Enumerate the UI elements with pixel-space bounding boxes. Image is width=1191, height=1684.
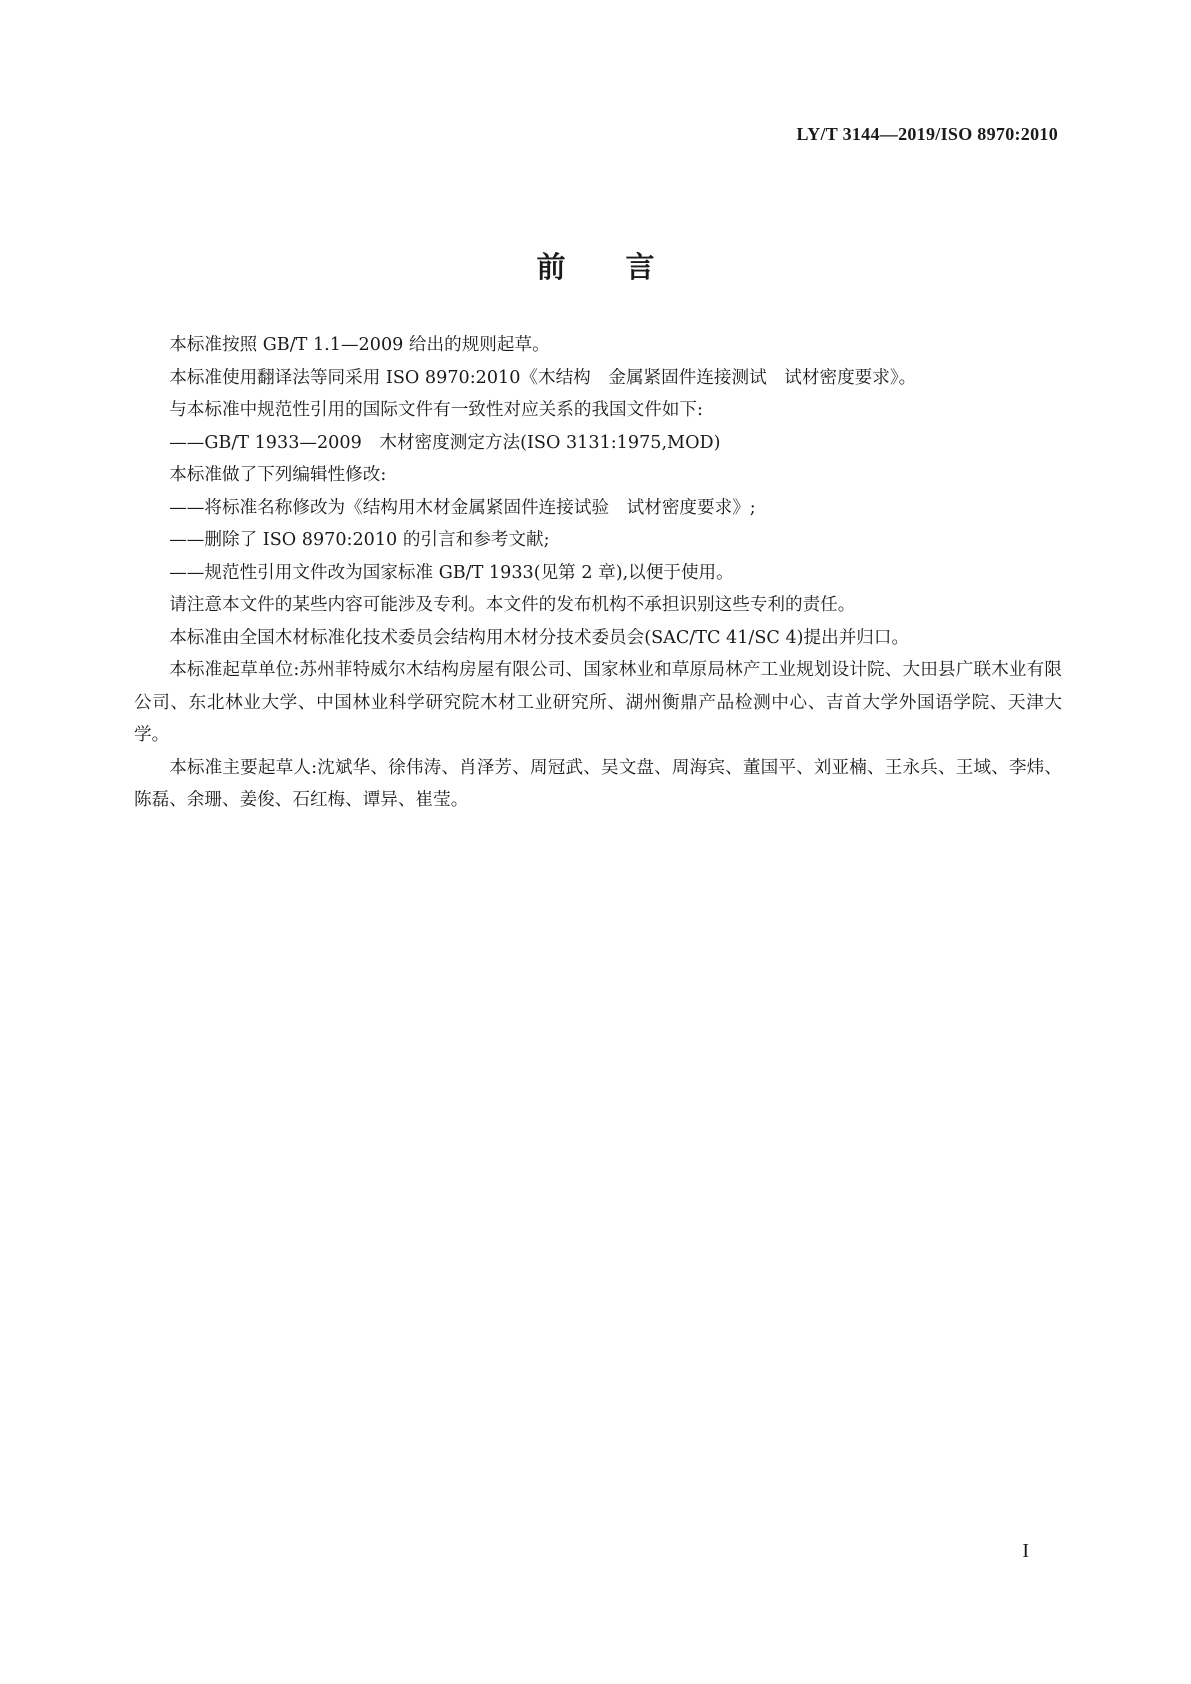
paragraph-drafting-rules: 本标准按照 GB/T 1.1—2009 给出的规则起草。 <box>169 335 550 355</box>
foreword-body <box>134 329 1062 817</box>
paragraph-editorial-changes: 本标准做了下列编辑性修改: <box>169 465 387 485</box>
page-title: 前言 <box>536 250 715 285</box>
list-item-gbt1933: ——GB/T 1933—2009 木材密度测定方法(ISO 3131:1975,MOD) <box>169 432 721 453</box>
list-item-rename: ——将标准名称修改为《结构用木材金属紧固件连接试验 试材密度要求》; <box>169 497 756 518</box>
page-number: I <box>1022 1540 1029 1562</box>
list-item-normative-refs: ——规范性引用文件改为国家标准 GB/T 1933(见第 2 章),以便于使用。 <box>169 562 734 583</box>
paragraph-drafting-units: 本标准起草单位:苏州菲特威尔木结构房屋有限公司、国家林业和草原局林产工业规划设计院、大田县广联木业有限公司、东北林业大学、中国林业科学研究院木材工业研究所、湖州衡鼎产品检测中心、吉首大学外国语学院、天津大学。 <box>134 660 1062 745</box>
standard-code: LY/T 3144—2019/ISO 8970:2010 <box>796 124 1058 144</box>
paragraph-patent-notice: 请注意本文件的某些内容可能涉及专利。本文件的发布机构不承担识别这些专利的责任。 <box>169 595 856 615</box>
paragraph-proposer: 本标准由全国木材标准化技术委员会结构用木材分技术委员会(SAC/TC 41/SC 4)提出并归口。 <box>169 627 910 648</box>
paragraph-drafters: 本标准主要起草人:沈斌华、徐伟涛、肖泽芳、周冠武、吴文盘、周海宾、董国平、刘亚楠、王永兵、王域、李炜、陈磊、余珊、姜俊、石红梅、谭异、崔莹。 <box>134 757 1062 810</box>
list-item-deletion: ——删除了 ISO 8970:2010 的引言和参考文献; <box>169 530 550 550</box>
paragraph-adoption: 本标准使用翻译法等同采用 ISO 8970:2010《木结构 金属紧固件连接测试 试材密度要求》。 <box>169 367 917 388</box>
paragraph-correspondence: 与本标准中规范性引用的国际文件有一致性对应关系的我国文件如下: <box>169 400 703 420</box>
